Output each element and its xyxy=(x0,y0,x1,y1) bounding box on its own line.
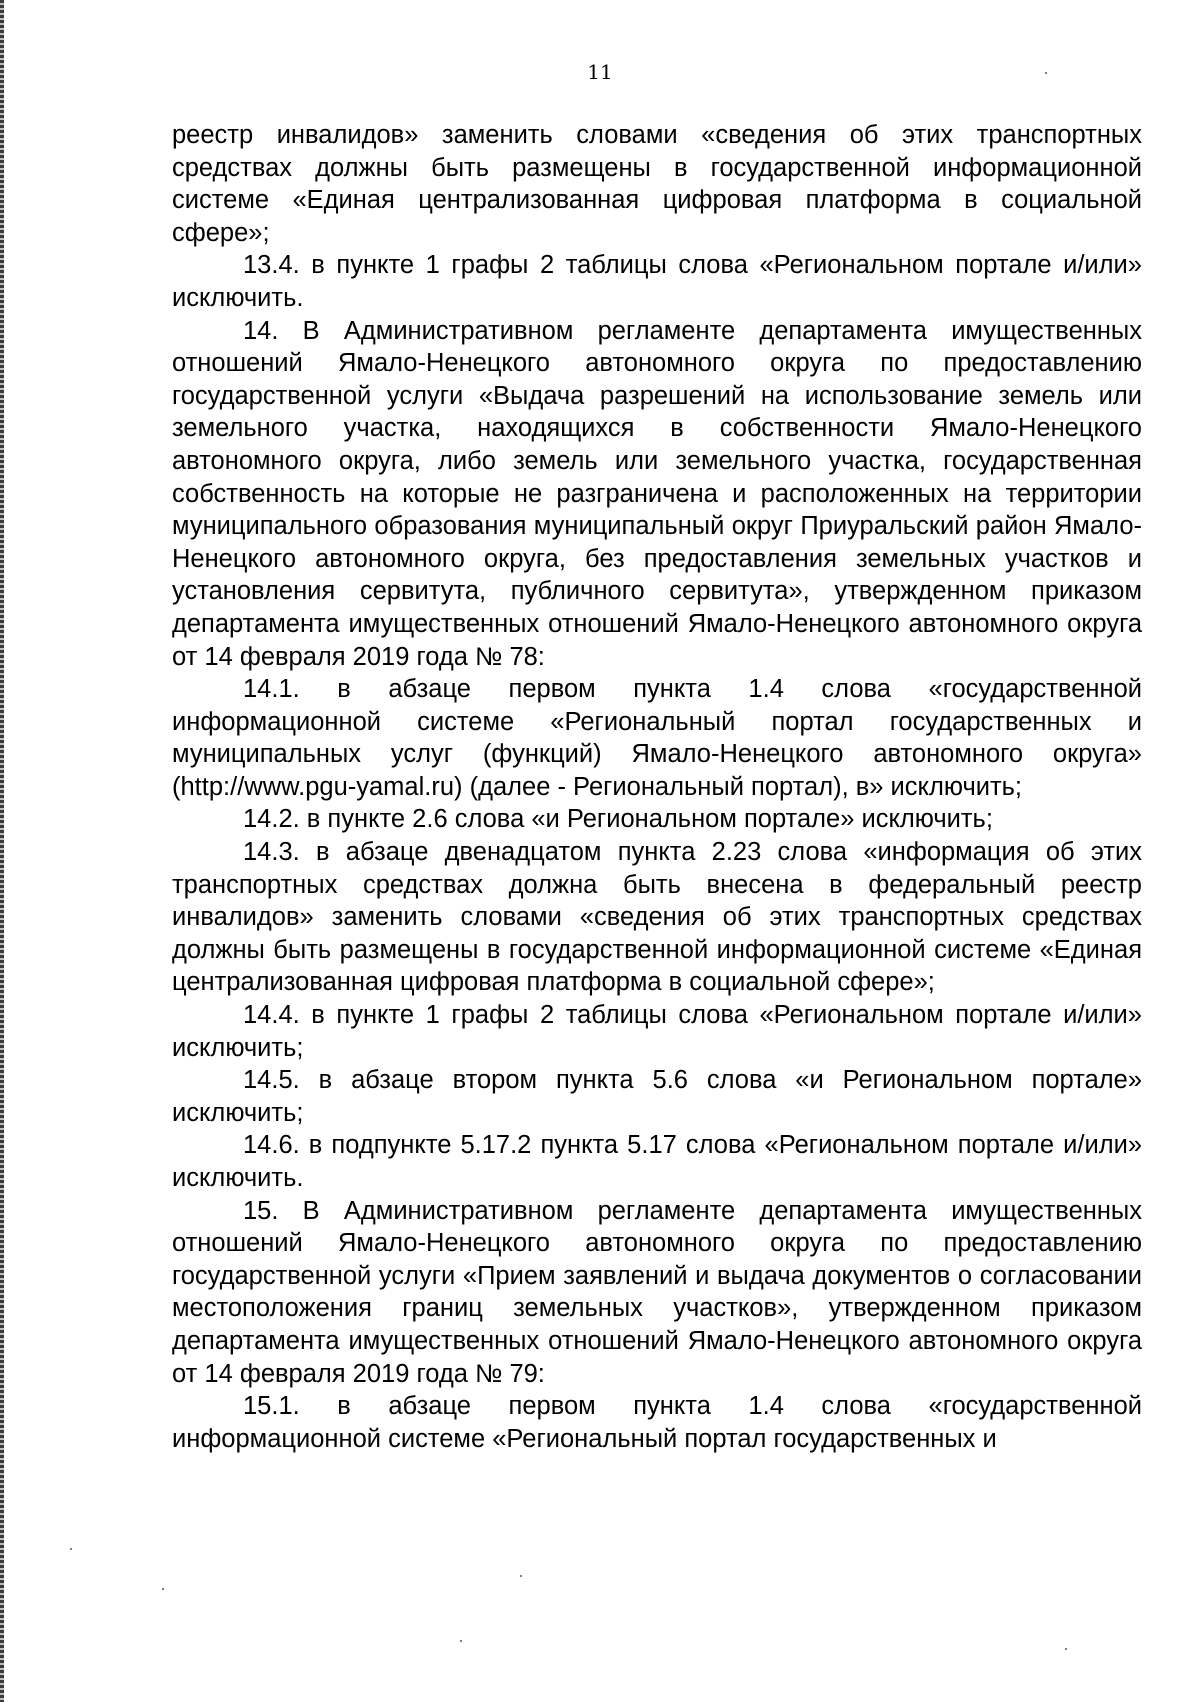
paragraph-14-4: 14.4. в пункте 1 графы 2 таблицы слова «Региональном портале и/или» исключить; xyxy=(172,1001,1142,1062)
scan-speck xyxy=(70,1548,72,1550)
scan-speck xyxy=(1065,1648,1067,1650)
paragraph-14-5: 14.5. в абзаце втором пункта 5.6 слова «и Региональном портале» исключить; xyxy=(172,1066,1142,1127)
document-body xyxy=(172,119,1142,1455)
paragraph-15: 15. В Административном регламенте департамента имущественных отношений Ямало-Ненецкого автономного округа по предоставлению государственной услуги «Прием заявлений и выдача документов о согласовании местоположения границ земельных участков», утвержденном приказом департамента имущественных отношений Ямало-Ненецкого автономного округа от 14 февраля 2019 года № 79: xyxy=(172,1196,1142,1388)
scan-edge-artifact xyxy=(0,0,4,1702)
paragraph-13-4: 13.4. в пункте 1 графы 2 таблицы слова «Региональном портале и/или» исключить. xyxy=(172,251,1142,312)
page-number: 11 xyxy=(587,60,613,84)
paragraph-14-6: 14.6. в подпункте 5.17.2 пункта 5.17 слова «Региональном портале и/или» исключить. xyxy=(172,1131,1142,1192)
paragraph-14: 14. В Административном регламенте департамента имущественных отношений Ямало-Ненецкого автономного округа по предоставлению государственной услуги «Выдача разрешений на использование земель или земельного участка, находящихся в собственности Ямало-Ненецкого автономного округа, либо земель или земельного участка, государственная собственность на которые не разграничена и расположенных на территории муниципального образования муниципальный округ Приуральский район Ямало-Ненецкого автономного округа, без предоставления земельных участков и установления сервитута, публичного сервитута», утвержденном приказом департамента имущественных отношений Ямало-Ненецкого автономного округа от 14 февраля 2019 года № 78: xyxy=(172,316,1142,671)
scan-speck xyxy=(162,1588,164,1590)
scan-speck xyxy=(520,1575,522,1577)
scan-speck xyxy=(460,1640,462,1642)
paragraph-continuation: реестр инвалидов» заменить словами «сведения об этих транспортных средствах должны быть размещены в государственной информационной системе «Единая централизованная цифровая платформа в социальной сфере»; xyxy=(172,121,1142,247)
paragraph-14-1: 14.1. в абзаце первом пункта 1.4 слова «государственной информационной системе «Региональный портал государственных и муниципальных услуг (функций) Ямало-Ненецкого автономного округа» (http://www.pgu-yamal.ru) (далее - Региональный портал), в» исключить; xyxy=(172,675,1142,801)
paragraph-15-1: 15.1. в абзаце первом пункта 1.4 слова «государственной информационной системе «Региональный портал государственных и xyxy=(172,1392,1142,1453)
paragraph-14-3: 14.3. в абзаце двенадцатом пункта 2.23 слова «информация об этих транспортных средствах должна быть внесена в федеральный реестр инвалидов» заменить словами «сведения об этих транспортных средствах должны быть размещены в государственной информационной системе «Единая централизованная цифровая платформа в социальной сфере»; xyxy=(172,838,1142,997)
paragraph-14-2: 14.2. в пункте 2.6 слова «и Региональном портале» исключить; xyxy=(243,805,993,834)
scan-speck xyxy=(1045,72,1047,74)
